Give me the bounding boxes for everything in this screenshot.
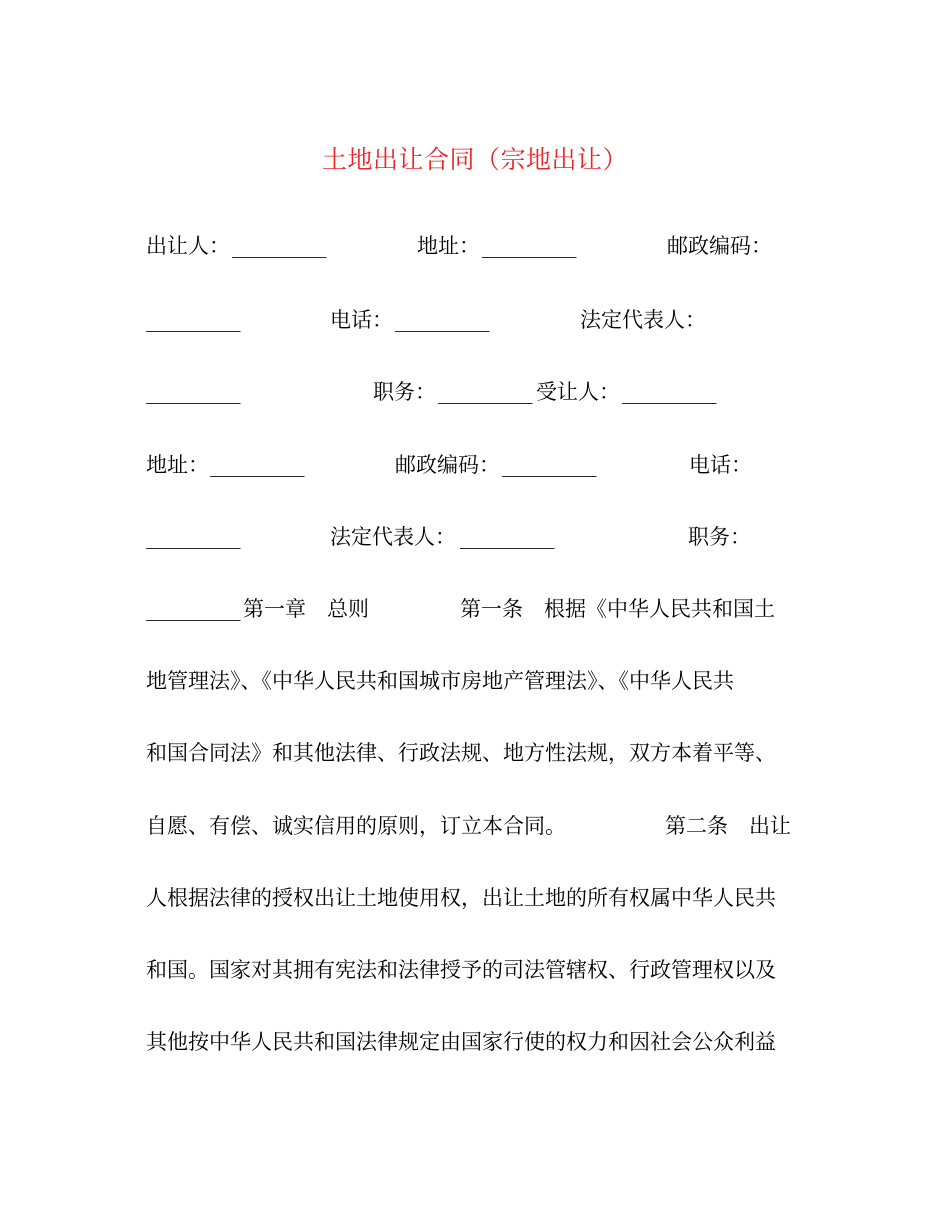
transferee-phone-label: 电话： [689,453,752,477]
phone-label: 电话： [330,308,393,332]
info-line-2 [146,302,806,338]
legal-rep-blank: _________ [146,380,241,404]
transferee-label: 受让人： [536,380,620,404]
transferor-blank: _________ [232,234,327,258]
document-title: 土地出让合同（宗地出让） [321,145,628,174]
legal-rep-label: 法定代表人： [580,308,706,332]
body-line: 其他按中华人民共和国法律规定由国家行使的权力和因社会公众利益 [146,1030,776,1054]
info-line-5 [146,519,806,555]
article-2-heading: 第二条 出让 [665,814,791,838]
transferee-postal-code-blank: _________ [502,453,597,477]
body-line: 和国合同法》和其他法律、行政法规、地方性法规，双方本着平等、 [146,741,776,765]
transferee-legal-rep-label: 法定代表人： [330,525,456,549]
transferee-phone-blank: _________ [146,525,241,549]
transferee-position-blank: _________ [146,597,241,621]
position-blank: _________ [438,380,533,404]
body-line: 和国。国家对其拥有宪法和法律授予的司法管辖权、行政管理权以及 [146,958,776,982]
body-line-with-article-2 [146,808,806,844]
transferee-address-label: 地址： [146,453,209,477]
info-line-4 [146,447,806,483]
body-line: 地管理法》、《中华人民共和国城市房地产管理法》、《中华人民共 [146,669,734,693]
address-blank: _________ [482,234,577,258]
transferee-address-blank: _________ [210,453,305,477]
postal-code-label: 邮政编码： [667,234,772,258]
info-line-3 [146,374,806,410]
postal-code-blank: _________ [146,308,241,332]
body-line: 人根据法律的授权出让土地使用权，出让土地的所有权属中华人民共 [146,886,776,910]
transferee-legal-rep-blank: _________ [460,525,555,549]
transferor-label: 出让人： [146,234,230,258]
transferee-postal-code-label: 邮政编码： [395,453,500,477]
phone-blank: _________ [395,308,490,332]
chapter-heading: 第一章 总则 [243,597,369,621]
info-line-1 [146,228,806,264]
address-label: 地址： [417,234,480,258]
body-line: 自愿、有偿、诚实信用的原则，订立本合同。 [146,814,566,838]
transferee-position-label: 职务： [688,525,751,549]
info-line-6 [146,591,806,627]
position-label: 职务： [373,380,436,404]
transferee-blank: _________ [622,380,717,404]
article-1-heading: 第一条 根据《中华人民共和国土 [460,597,775,621]
